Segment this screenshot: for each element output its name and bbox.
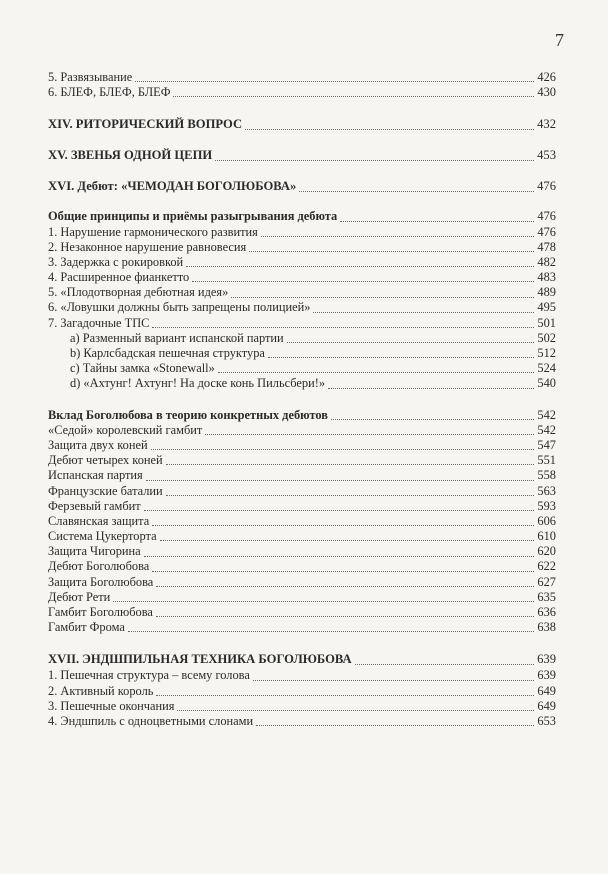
toc-entry-page: 649 <box>537 683 556 698</box>
toc-entry-title: c) Тайны замка «Stonewall» <box>70 361 215 376</box>
toc-chapter <box>48 178 556 195</box>
toc-entry-page: 610 <box>537 529 556 544</box>
toc-entry-title: a) Разменный вариант испанской партии <box>70 330 284 345</box>
dot-leader <box>152 327 534 328</box>
toc-entry <box>48 544 556 559</box>
toc-entry-title: 1. Нарушение гармонического развития <box>48 224 258 239</box>
dot-leader <box>331 419 534 420</box>
toc-entry-title: 5. Развязывание <box>48 69 133 84</box>
toc-entry-title: XVII. ЭНДШПИЛЬНАЯ ТЕХНИКА БОГОЛЮБОВА <box>48 652 352 667</box>
toc-entry-page: 622 <box>537 559 556 574</box>
table-of-contents <box>48 70 556 729</box>
toc-chapter <box>48 147 556 164</box>
toc-entry <box>48 301 556 316</box>
toc-entry-page: 627 <box>537 574 556 589</box>
dot-leader <box>156 616 535 617</box>
toc-entry-page: 649 <box>537 698 556 713</box>
toc-entry <box>48 714 556 729</box>
dot-leader <box>215 160 534 161</box>
toc-entry-title: 3. Задержка с рокировкой <box>48 254 184 269</box>
toc-entry-page: 551 <box>537 453 556 468</box>
toc-entry <box>48 240 556 255</box>
dot-leader <box>287 342 535 343</box>
toc-entry <box>48 620 556 635</box>
toc-entry-page: 495 <box>537 300 556 315</box>
toc-entry <box>48 514 556 529</box>
toc-entry-page: 639 <box>537 668 556 683</box>
toc-entry-title: 4. Эндшпиль с одноцветными слонами <box>48 713 254 728</box>
toc-entry-page: 478 <box>537 239 556 254</box>
toc-entry-title: Защита Чигорина <box>48 544 141 559</box>
toc-entry-page: 524 <box>537 361 556 376</box>
toc-entry-title: 7. Загадочные ТПС <box>48 315 150 330</box>
dot-leader <box>268 357 534 358</box>
toc-entry-title: Дебют Рети <box>48 589 111 604</box>
toc-entry-title: Вклад Боголюбова в теорию конкретных дебютов <box>48 407 328 422</box>
toc-entry <box>48 438 556 453</box>
toc-entry <box>48 270 556 285</box>
toc-entry-title: 2. Активный король <box>48 683 154 698</box>
dot-leader <box>144 556 535 557</box>
toc-entry <box>48 484 556 499</box>
dot-leader <box>177 710 534 711</box>
dot-leader <box>205 434 534 435</box>
toc-entry-page: 512 <box>537 346 556 361</box>
toc-entry-page: 502 <box>537 330 556 345</box>
dot-leader <box>156 695 534 696</box>
toc-entry <box>48 453 556 468</box>
toc-entry <box>48 225 556 240</box>
toc-entry-title: XIV. РИТОРИЧЕСКИЙ ВОПРОС <box>48 117 243 132</box>
toc-entry-page: 620 <box>537 544 556 559</box>
toc-entry-title: Славянская защита <box>48 513 150 528</box>
dot-leader <box>245 129 534 130</box>
toc-entry <box>48 346 556 361</box>
toc-entry <box>48 361 556 376</box>
toc-entry-title: b) Карлсбадская пешечная структура <box>70 346 265 361</box>
toc-entry-page: 476 <box>537 209 556 224</box>
toc-entry-title: Испанская партия <box>48 468 143 483</box>
dot-leader <box>313 312 534 313</box>
toc-entry-title: Гамбит Фрома <box>48 620 125 635</box>
dot-leader <box>192 281 534 282</box>
dot-leader <box>253 680 535 681</box>
toc-entry-title: «Седой» королевский гамбит <box>48 422 203 437</box>
dot-leader <box>166 464 535 465</box>
toc-entry <box>48 684 556 699</box>
spacer <box>48 100 556 116</box>
dot-leader <box>231 297 534 298</box>
toc-entry <box>48 575 556 590</box>
toc-entry-title: Дебют Боголюбова <box>48 559 150 574</box>
toc-entry-page: 453 <box>537 148 556 163</box>
toc-entry-title: Общие принципы и приёмы разыгрывания дебюта <box>48 209 338 224</box>
toc-chapter <box>48 651 556 668</box>
dot-leader <box>261 236 535 237</box>
toc-entry-page: 476 <box>537 179 556 194</box>
toc-entry-page: 426 <box>537 69 556 84</box>
toc-entry <box>48 376 556 391</box>
dot-leader <box>249 251 534 252</box>
toc-entry <box>48 331 556 346</box>
toc-entry-title: 2. Незаконное нарушение равновесия <box>48 239 247 254</box>
toc-entry-title: Французские баталии <box>48 483 163 498</box>
toc-entry <box>48 590 556 605</box>
toc-entry <box>48 423 556 438</box>
spacer <box>48 195 556 209</box>
toc-entry-page: 540 <box>537 376 556 391</box>
toc-entry-title: Ферзевый гамбит <box>48 498 141 513</box>
toc-entry-title: XVI. Дебют: «ЧЕМОДАН БОГОЛЮБОВА» <box>48 179 297 194</box>
toc-entry <box>48 85 556 100</box>
toc-section <box>48 408 556 423</box>
toc-entry-title: Защита Боголюбова <box>48 574 154 589</box>
toc-entry-title: 3. Пешечные окончания <box>48 698 175 713</box>
toc-entry-page: 635 <box>537 589 556 604</box>
toc-section <box>48 209 556 224</box>
toc-entry-title: Дебют четырех коней <box>48 453 163 468</box>
dot-leader <box>152 571 534 572</box>
toc-entry-page: 593 <box>537 498 556 513</box>
toc-entry-page: 606 <box>537 513 556 528</box>
toc-entry-page: 636 <box>537 605 556 620</box>
dot-leader <box>299 191 534 192</box>
dot-leader <box>144 510 535 511</box>
toc-entry <box>48 316 556 331</box>
toc-entry-title: 6. «Ловушки должны быть запрещены полицией» <box>48 300 311 315</box>
toc-entry-page: 476 <box>537 224 556 239</box>
toc-entry-page: 542 <box>537 422 556 437</box>
dot-leader <box>186 266 534 267</box>
toc-entry <box>48 499 556 514</box>
dot-leader <box>340 221 534 222</box>
spacer <box>48 635 556 651</box>
dot-leader <box>256 725 534 726</box>
toc-entry-title: 5. «Плодотворная дебютная идея» <box>48 285 229 300</box>
toc-entry-title: 6. БЛЕФ, БЛЕФ, БЛЕФ <box>48 85 171 100</box>
toc-entry <box>48 668 556 683</box>
toc-entry-title: Защита двух коней <box>48 437 148 452</box>
toc-entry-title: Гамбит Боголюбова <box>48 605 153 620</box>
dot-leader <box>166 495 535 496</box>
toc-entry <box>48 699 556 714</box>
dot-leader <box>328 388 534 389</box>
toc-entry-title: 1. Пешечная структура – всему голова <box>48 668 250 683</box>
dot-leader <box>135 81 534 82</box>
toc-chapter <box>48 116 556 133</box>
toc-entry-page: 432 <box>537 117 556 132</box>
toc-entry-page: 430 <box>537 85 556 100</box>
spacer <box>48 164 556 178</box>
toc-entry <box>48 468 556 483</box>
toc-entry <box>48 255 556 270</box>
toc-entry <box>48 605 556 620</box>
toc-entry <box>48 285 556 300</box>
toc-entry-page: 638 <box>537 620 556 635</box>
toc-entry-page: 489 <box>537 285 556 300</box>
dot-leader <box>160 540 535 541</box>
toc-entry-page: 563 <box>537 483 556 498</box>
toc-entry-page: 558 <box>537 468 556 483</box>
spacer <box>48 392 556 408</box>
dot-leader <box>152 525 534 526</box>
toc-entry-title: d) «Ахтунг! Ахтунг! На доске конь Пильсбери!» <box>70 376 326 391</box>
toc-entry-page: 501 <box>537 315 556 330</box>
toc-entry <box>48 529 556 544</box>
toc-entry-page: 542 <box>537 407 556 422</box>
toc-entry-title: XV. ЗВЕНЬЯ ОДНОЙ ЦЕПИ <box>48 148 213 163</box>
dot-leader <box>146 480 535 481</box>
toc-entry-page: 653 <box>537 713 556 728</box>
spacer <box>48 133 556 147</box>
dot-leader <box>355 664 534 665</box>
toc-entry-title: 4. Расширенное фианкетто <box>48 270 190 285</box>
toc-entry-page: 639 <box>537 652 556 667</box>
toc-entry-title: Система Цукерторта <box>48 529 157 544</box>
dot-leader <box>218 372 535 373</box>
page-number: 7 <box>555 30 564 50</box>
toc-entry-page: 483 <box>537 270 556 285</box>
toc-entry <box>48 560 556 575</box>
toc-entry <box>48 70 556 85</box>
toc-entry-page: 482 <box>537 254 556 269</box>
dot-leader <box>156 586 534 587</box>
dot-leader <box>113 601 534 602</box>
dot-leader <box>173 96 534 97</box>
toc-entry-page: 547 <box>537 437 556 452</box>
dot-leader <box>128 631 535 632</box>
dot-leader <box>151 449 535 450</box>
